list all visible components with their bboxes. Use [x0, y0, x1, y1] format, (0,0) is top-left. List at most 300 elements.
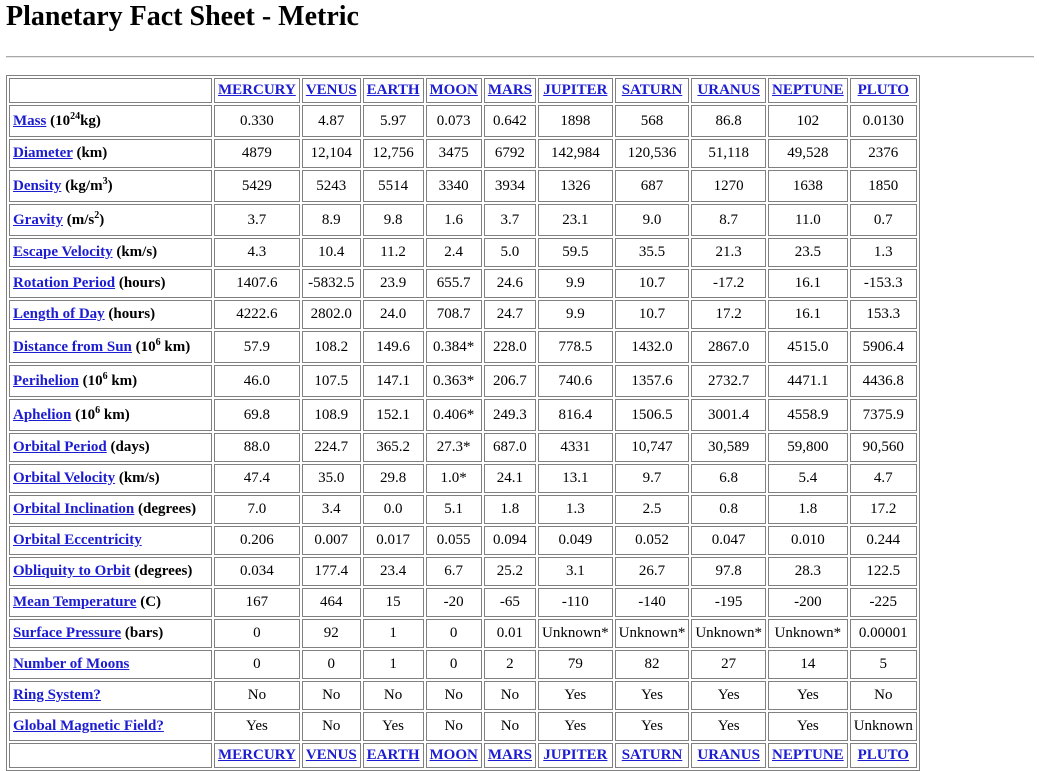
value-cell-mars: 2 [484, 650, 536, 679]
table-row-density [9, 170, 917, 202]
value-cell-saturn: 10.7 [615, 269, 690, 298]
unit-text: ) [107, 177, 113, 194]
value-cell-venus: -5832.5 [302, 269, 361, 298]
value-cell-pluto: 2376 [850, 139, 917, 168]
value-cell-earth: 24.0 [363, 300, 424, 329]
value-cell-earth: 147.1 [363, 365, 424, 397]
planet-header-cell [538, 78, 613, 103]
row-link-number-of-moons[interactable]: Number of Moons [13, 656, 130, 672]
value-cell-earth: 1 [363, 619, 424, 648]
unit-text: km) [107, 372, 138, 389]
value-cell-mercury: 0 [214, 650, 300, 679]
value-cell-pluto: 17.2 [850, 495, 917, 524]
planet-header-cell [768, 743, 848, 768]
value-cell-pluto: 4436.8 [850, 365, 917, 397]
value-cell-neptune: 4515.0 [768, 331, 848, 363]
planetary-fact-table [6, 75, 920, 771]
row-label [9, 269, 212, 298]
row-label [9, 170, 212, 202]
value-cell-uranus: 2867.0 [691, 331, 766, 363]
value-cell-jupiter: Yes [538, 712, 613, 741]
value-cell-mercury: 7.0 [214, 495, 300, 524]
value-cell-uranus: 97.8 [691, 557, 766, 586]
planet-header-cell [538, 743, 613, 768]
planet-link-neptune[interactable]: NEPTUNE [772, 82, 844, 98]
unit-text: (C) [136, 594, 162, 610]
value-cell-mars: -65 [484, 588, 536, 617]
row-label [9, 399, 212, 431]
planet-header-cell [302, 78, 361, 103]
unit-text: (km) [72, 145, 108, 161]
value-cell-mercury: 3.7 [214, 204, 300, 236]
value-cell-uranus: 2732.7 [691, 365, 766, 397]
planet-link-moon[interactable]: MOON [429, 747, 478, 763]
planet-header-cell [850, 78, 917, 103]
row-label [9, 300, 212, 329]
value-cell-pluto: 0.7 [850, 204, 917, 236]
value-cell-venus: 177.4 [302, 557, 361, 586]
unit-exponent: 2 [94, 209, 100, 221]
value-cell-moon: No [426, 712, 482, 741]
value-cell-mercury: 46.0 [214, 365, 300, 397]
table-row-number-of-moons [9, 650, 917, 679]
value-cell-mars: 0.01 [484, 619, 536, 648]
value-cell-venus: 464 [302, 588, 361, 617]
planet-link-mercury[interactable]: MERCURY [218, 82, 296, 98]
value-cell-jupiter: 3.1 [538, 557, 613, 586]
value-cell-uranus: Yes [691, 712, 766, 741]
value-cell-jupiter: 1.3 [538, 495, 613, 524]
row-link-orbital-eccentricity[interactable]: Orbital Eccentricity [13, 532, 142, 548]
value-cell-mars: 24.7 [484, 300, 536, 329]
value-cell-jupiter: 13.1 [538, 464, 613, 493]
table-row-length-of-day [9, 300, 917, 329]
row-label [9, 681, 212, 710]
value-cell-moon: 2.4 [426, 238, 482, 267]
value-cell-mars: 24.1 [484, 464, 536, 493]
table-row-orbital-velocity [9, 464, 917, 493]
value-cell-saturn: 10.7 [615, 300, 690, 329]
row-link-ring-system[interactable]: Ring System? [13, 687, 101, 703]
value-cell-saturn: Yes [615, 712, 690, 741]
value-cell-moon: 5.1 [426, 495, 482, 524]
value-cell-mars: 206.7 [484, 365, 536, 397]
planet-link-mars[interactable]: MARS [487, 82, 532, 98]
value-cell-saturn: 120,536 [615, 139, 690, 168]
value-cell-neptune: 28.3 [768, 557, 848, 586]
value-cell-neptune: 4558.9 [768, 399, 848, 431]
row-label [9, 712, 212, 741]
value-cell-neptune: 14 [768, 650, 848, 679]
row-label [9, 495, 212, 524]
value-cell-mars: No [484, 681, 536, 710]
row-link-obliquity-to-orbit[interactable]: Obliquity to Orbit [13, 563, 131, 579]
row-label [9, 238, 212, 267]
row-link-mass[interactable]: Mass [13, 112, 47, 129]
unit-text: (degrees) [134, 501, 197, 517]
value-cell-earth: 5514 [363, 170, 424, 202]
row-link-surface-pressure[interactable]: Surface Pressure [13, 625, 122, 641]
value-cell-earth: 23.4 [363, 557, 424, 586]
value-cell-earth: 12,756 [363, 139, 424, 168]
row-label [9, 650, 212, 679]
value-cell-neptune: 4471.1 [768, 365, 848, 397]
unit-exponent: 6 [95, 404, 101, 416]
planet-link-pluto[interactable]: PLUTO [857, 747, 909, 763]
value-cell-uranus: 86.8 [691, 105, 766, 137]
unit-text: (km/s) [115, 470, 160, 486]
value-cell-neptune: 16.1 [768, 300, 848, 329]
table-row-aphelion [9, 399, 917, 431]
row-label [9, 105, 212, 137]
row-label [9, 204, 212, 236]
value-cell-pluto: 5 [850, 650, 917, 679]
value-cell-mars: 6792 [484, 139, 536, 168]
corner-cell [9, 743, 212, 768]
value-cell-venus: 107.5 [302, 365, 361, 397]
planet-header-cell [484, 743, 536, 768]
value-cell-neptune: 1638 [768, 170, 848, 202]
value-cell-jupiter: Unknown* [538, 619, 613, 648]
table-row-surface-pressure [9, 619, 917, 648]
planet-header-cell [691, 78, 766, 103]
table-row-ring-system [9, 681, 917, 710]
unit-exponent: 24 [70, 110, 81, 122]
value-cell-mercury: 0.330 [214, 105, 300, 137]
planet-link-jupiter[interactable]: JUPITER [543, 82, 608, 98]
row-label [9, 588, 212, 617]
planet-link-moon[interactable]: MOON [429, 82, 478, 98]
value-cell-moon: 1.6 [426, 204, 482, 236]
table-row-distance-from-sun [9, 331, 917, 363]
value-cell-earth: 9.8 [363, 204, 424, 236]
value-cell-saturn: 568 [615, 105, 690, 137]
planet-header-cell [615, 78, 690, 103]
table-row-obliquity-to-orbit [9, 557, 917, 586]
value-cell-neptune: Yes [768, 712, 848, 741]
planet-link-pluto[interactable]: PLUTO [857, 82, 909, 98]
planet-header-cell [426, 78, 482, 103]
value-cell-earth: 0.0 [363, 495, 424, 524]
value-cell-saturn: 9.7 [615, 464, 690, 493]
row-link-length-of-day[interactable]: Length of Day [13, 306, 105, 322]
value-cell-jupiter: 4331 [538, 433, 613, 462]
value-cell-mercury: 0.206 [214, 526, 300, 555]
value-cell-moon: 0.055 [426, 526, 482, 555]
value-cell-pluto: Unknown [850, 712, 917, 741]
table-row-escape-velocity [9, 238, 917, 267]
value-cell-mercury: 88.0 [214, 433, 300, 462]
value-cell-uranus: 6.8 [691, 464, 766, 493]
value-cell-mars: 0.642 [484, 105, 536, 137]
planet-header-row-top [9, 78, 917, 103]
value-cell-neptune: 59,800 [768, 433, 848, 462]
value-cell-mercury: 4879 [214, 139, 300, 168]
row-label [9, 526, 212, 555]
unit-text: (10 [131, 338, 156, 355]
value-cell-uranus: 8.7 [691, 204, 766, 236]
planet-header-cell [363, 78, 424, 103]
row-label [9, 433, 212, 462]
row-link-escape-velocity[interactable]: Escape Velocity [13, 244, 113, 260]
value-cell-neptune: 11.0 [768, 204, 848, 236]
value-cell-uranus: 1270 [691, 170, 766, 202]
unit-text: (m/s [63, 211, 95, 228]
value-cell-mercury: 57.9 [214, 331, 300, 363]
value-cell-earth: 5.97 [363, 105, 424, 137]
value-cell-pluto: 1850 [850, 170, 917, 202]
value-cell-earth: 152.1 [363, 399, 424, 431]
value-cell-moon: 0 [426, 650, 482, 679]
value-cell-jupiter: 816.4 [538, 399, 613, 431]
value-cell-uranus: 30,589 [691, 433, 766, 462]
unit-text: (days) [106, 439, 150, 455]
planet-link-venus[interactable]: VENUS [305, 747, 357, 763]
planet-link-neptune[interactable]: NEPTUNE [772, 747, 844, 763]
value-cell-moon: No [426, 681, 482, 710]
value-cell-mercury: 0 [214, 619, 300, 648]
value-cell-venus: 2802.0 [302, 300, 361, 329]
value-cell-venus: 5243 [302, 170, 361, 202]
planet-header-cell [426, 743, 482, 768]
planet-link-earth[interactable]: EARTH [366, 747, 420, 763]
value-cell-earth: 365.2 [363, 433, 424, 462]
row-link-rotation-period[interactable]: Rotation Period [13, 275, 116, 291]
row-link-diameter[interactable]: Diameter [13, 145, 73, 161]
value-cell-pluto: 153.3 [850, 300, 917, 329]
unit-text: (kg/m [61, 177, 103, 194]
value-cell-jupiter: -110 [538, 588, 613, 617]
value-cell-mars: 687.0 [484, 433, 536, 462]
unit-text: km) [100, 406, 130, 423]
unit-exponent: 6 [155, 336, 161, 348]
value-cell-saturn: 9.0 [615, 204, 690, 236]
planet-header-cell [363, 743, 424, 768]
value-cell-mars: No [484, 712, 536, 741]
value-cell-mercury: 4.3 [214, 238, 300, 267]
planet-link-jupiter[interactable]: JUPITER [543, 747, 608, 763]
value-cell-venus: 8.9 [302, 204, 361, 236]
value-cell-earth: Yes [363, 712, 424, 741]
value-cell-mars: 5.0 [484, 238, 536, 267]
row-label [9, 139, 212, 168]
row-link-orbital-period[interactable]: Orbital Period [13, 439, 107, 455]
unit-text: km) [160, 338, 191, 355]
value-cell-venus: 35.0 [302, 464, 361, 493]
value-cell-jupiter: 1898 [538, 105, 613, 137]
value-cell-saturn: 26.7 [615, 557, 690, 586]
value-cell-mars: 1.8 [484, 495, 536, 524]
corner-cell [9, 78, 212, 103]
value-cell-moon: 655.7 [426, 269, 482, 298]
value-cell-pluto: 122.5 [850, 557, 917, 586]
value-cell-pluto: 7375.9 [850, 399, 917, 431]
value-cell-moon: -20 [426, 588, 482, 617]
unit-text: (bars) [121, 625, 164, 641]
value-cell-uranus: 0.047 [691, 526, 766, 555]
value-cell-mercury: 47.4 [214, 464, 300, 493]
planet-header-cell [302, 743, 361, 768]
row-link-perihelion[interactable]: Perihelion [13, 372, 79, 389]
value-cell-jupiter: 9.9 [538, 300, 613, 329]
value-cell-venus: 3.4 [302, 495, 361, 524]
value-cell-mars: 24.6 [484, 269, 536, 298]
planet-link-earth[interactable]: EARTH [366, 82, 420, 98]
row-link-global-magnetic-field[interactable]: Global Magnetic Field? [13, 718, 164, 734]
value-cell-neptune: -200 [768, 588, 848, 617]
row-label [9, 619, 212, 648]
value-cell-moon: 3340 [426, 170, 482, 202]
value-cell-venus: No [302, 681, 361, 710]
value-cell-venus: 108.2 [302, 331, 361, 363]
value-cell-mercury: 1407.6 [214, 269, 300, 298]
value-cell-earth: 15 [363, 588, 424, 617]
value-cell-earth: 29.8 [363, 464, 424, 493]
value-cell-jupiter: 59.5 [538, 238, 613, 267]
value-cell-pluto: No [850, 681, 917, 710]
planet-header-cell [768, 78, 848, 103]
table-row-orbital-eccentricity [9, 526, 917, 555]
value-cell-mercury: No [214, 681, 300, 710]
value-cell-jupiter: 79 [538, 650, 613, 679]
table-row-mass [9, 105, 917, 137]
value-cell-moon: 0.073 [426, 105, 482, 137]
value-cell-saturn: 1357.6 [615, 365, 690, 397]
row-link-mean-temperature[interactable]: Mean Temperature [13, 594, 137, 610]
row-link-orbital-velocity[interactable]: Orbital Velocity [13, 470, 116, 486]
value-cell-jupiter: 142,984 [538, 139, 613, 168]
value-cell-moon: 708.7 [426, 300, 482, 329]
value-cell-mercury: 5429 [214, 170, 300, 202]
value-cell-jupiter: 0.049 [538, 526, 613, 555]
table-row-orbital-period [9, 433, 917, 462]
row-label [9, 557, 212, 586]
value-cell-pluto: 90,560 [850, 433, 917, 462]
unit-text: (hours) [104, 306, 156, 322]
planet-header-cell [615, 743, 690, 768]
value-cell-neptune: 23.5 [768, 238, 848, 267]
value-cell-moon: 1.0* [426, 464, 482, 493]
unit-text: (km/s) [112, 244, 158, 260]
unit-text: (10 [46, 112, 71, 129]
value-cell-moon: 3475 [426, 139, 482, 168]
value-cell-neptune: 0.010 [768, 526, 848, 555]
value-cell-saturn: Yes [615, 681, 690, 710]
row-link-orbital-inclination[interactable]: Orbital Inclination [13, 501, 135, 517]
value-cell-mercury: 0.034 [214, 557, 300, 586]
table-row-mean-temperature [9, 588, 917, 617]
value-cell-saturn: 10,747 [615, 433, 690, 462]
value-cell-saturn: 0.052 [615, 526, 690, 555]
value-cell-jupiter: 9.9 [538, 269, 613, 298]
value-cell-mercury: 4222.6 [214, 300, 300, 329]
value-cell-saturn: 82 [615, 650, 690, 679]
planet-link-mars[interactable]: MARS [487, 747, 532, 763]
value-cell-venus: 108.9 [302, 399, 361, 431]
value-cell-uranus: 3001.4 [691, 399, 766, 431]
value-cell-pluto: 0.00001 [850, 619, 917, 648]
planet-header-cell [850, 743, 917, 768]
value-cell-jupiter: 23.1 [538, 204, 613, 236]
row-link-gravity[interactable]: Gravity [13, 211, 63, 228]
value-cell-earth: No [363, 681, 424, 710]
value-cell-venus: No [302, 712, 361, 741]
unit-exponent: 3 [102, 175, 108, 187]
value-cell-moon: 0.406* [426, 399, 482, 431]
unit-text: (10 [71, 406, 96, 423]
planet-header-cell [691, 743, 766, 768]
planet-header-cell [214, 78, 300, 103]
value-cell-mars: 25.2 [484, 557, 536, 586]
value-cell-saturn: 35.5 [615, 238, 690, 267]
value-cell-earth: 11.2 [363, 238, 424, 267]
planet-header-cell [214, 743, 300, 768]
value-cell-venus: 0.007 [302, 526, 361, 555]
unit-exponent: 6 [102, 370, 108, 382]
value-cell-venus: 12,104 [302, 139, 361, 168]
planet-link-mercury[interactable]: MERCURY [218, 747, 296, 763]
value-cell-uranus: -195 [691, 588, 766, 617]
planet-link-uranus[interactable]: URANUS [697, 82, 760, 98]
value-cell-earth: 0.017 [363, 526, 424, 555]
value-cell-moon: 0 [426, 619, 482, 648]
value-cell-earth: 1 [363, 650, 424, 679]
value-cell-saturn: 1506.5 [615, 399, 690, 431]
value-cell-saturn: Unknown* [615, 619, 690, 648]
value-cell-neptune: 1.8 [768, 495, 848, 524]
value-cell-venus: 224.7 [302, 433, 361, 462]
row-label [9, 464, 212, 493]
row-link-density[interactable]: Density [13, 177, 62, 194]
row-label [9, 365, 212, 397]
value-cell-neptune: Unknown* [768, 619, 848, 648]
value-cell-pluto: 0.244 [850, 526, 917, 555]
value-cell-earth: 149.6 [363, 331, 424, 363]
value-cell-moon: 0.384* [426, 331, 482, 363]
value-cell-venus: 10.4 [302, 238, 361, 267]
value-cell-venus: 92 [302, 619, 361, 648]
value-cell-uranus: 17.2 [691, 300, 766, 329]
unit-text: (degrees) [130, 563, 193, 579]
table-row-diameter [9, 139, 917, 168]
value-cell-moon: 27.3* [426, 433, 482, 462]
value-cell-jupiter: 778.5 [538, 331, 613, 363]
value-cell-saturn: 2.5 [615, 495, 690, 524]
planet-header-cell [484, 78, 536, 103]
table-row-orbital-inclination [9, 495, 917, 524]
value-cell-uranus: 0.8 [691, 495, 766, 524]
value-cell-saturn: 687 [615, 170, 690, 202]
value-cell-uranus: 27 [691, 650, 766, 679]
value-cell-mars: 0.094 [484, 526, 536, 555]
planet-link-saturn[interactable]: SATURN [621, 82, 683, 98]
value-cell-uranus: Yes [691, 681, 766, 710]
row-link-distance-from-sun[interactable]: Distance from Sun [13, 338, 132, 355]
value-cell-moon: 6.7 [426, 557, 482, 586]
planet-header-row-bottom [9, 743, 917, 768]
planet-link-uranus[interactable]: URANUS [697, 747, 760, 763]
planet-link-venus[interactable]: VENUS [305, 82, 357, 98]
value-cell-neptune: Yes [768, 681, 848, 710]
planet-link-saturn[interactable]: SATURN [621, 747, 683, 763]
value-cell-pluto: 5906.4 [850, 331, 917, 363]
value-cell-earth: 23.9 [363, 269, 424, 298]
table-row-rotation-period [9, 269, 917, 298]
row-link-aphelion[interactable]: Aphelion [13, 406, 72, 423]
page-title: Planetary Fact Sheet - Metric [6, 1, 359, 32]
value-cell-pluto: 0.0130 [850, 105, 917, 137]
table-row-perihelion [9, 365, 917, 397]
